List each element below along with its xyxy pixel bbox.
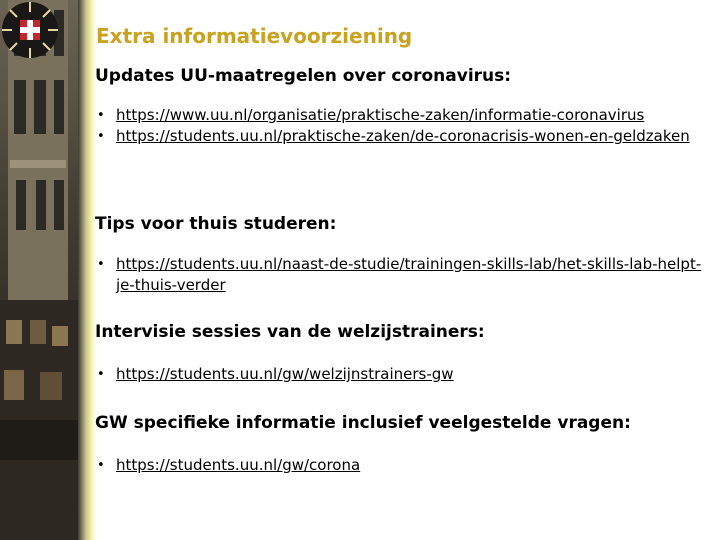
link-welzijnstrainers[interactable]: https://students.uu.nl/gw/welzijnstrainers-gw <box>116 365 454 383</box>
link-skills-lab[interactable]: https://students.uu.nl/naast-de-studie/trainingen-skills-lab/het-skills-lab-helpt-je-thuis-verder <box>116 255 702 294</box>
link-gw-corona[interactable]: https://students.uu.nl/gw/corona <box>116 456 361 474</box>
list-item <box>95 105 705 126</box>
list-item <box>95 455 705 476</box>
bullet-icon: • <box>97 367 105 382</box>
bullet-icon: • <box>97 129 105 144</box>
section-heading-intervisie: Intervisie sessies van de welzijstrainers: <box>95 322 485 342</box>
links-list-thuis-studeren <box>95 254 705 296</box>
list-item <box>95 364 705 385</box>
bullet-icon: • <box>97 108 105 123</box>
section-heading-thuis-studeren: Tips voor thuis studeren: <box>95 214 337 234</box>
link-wonen-en-geldzaken[interactable]: https://students.uu.nl/praktische-zaken/de-coronacrisis-wonen-en-geldzaken <box>116 127 690 145</box>
links-list-gw-specifiek <box>95 455 705 476</box>
bullet-icon: • <box>97 458 105 473</box>
university-logo <box>0 0 60 60</box>
link-informatie-coronavirus[interactable]: https://www.uu.nl/organisatie/praktische-zaken/informatie-coronavirus <box>116 106 645 124</box>
section-heading-gw-specifiek: GW specifieke informatie inclusief veelgestelde vragen: <box>95 413 631 433</box>
list-item <box>95 254 705 296</box>
bullet-icon: • <box>97 257 105 272</box>
section-heading-updates: Updates UU-maatregelen over coronavirus: <box>95 66 512 86</box>
dom-tower-photo <box>0 0 78 540</box>
list-item <box>95 126 705 147</box>
links-list-updates <box>95 105 705 147</box>
page-title: Extra informatievoorziening <box>96 24 413 48</box>
links-list-intervisie <box>95 364 705 385</box>
decorative-gradient-band <box>78 0 96 540</box>
